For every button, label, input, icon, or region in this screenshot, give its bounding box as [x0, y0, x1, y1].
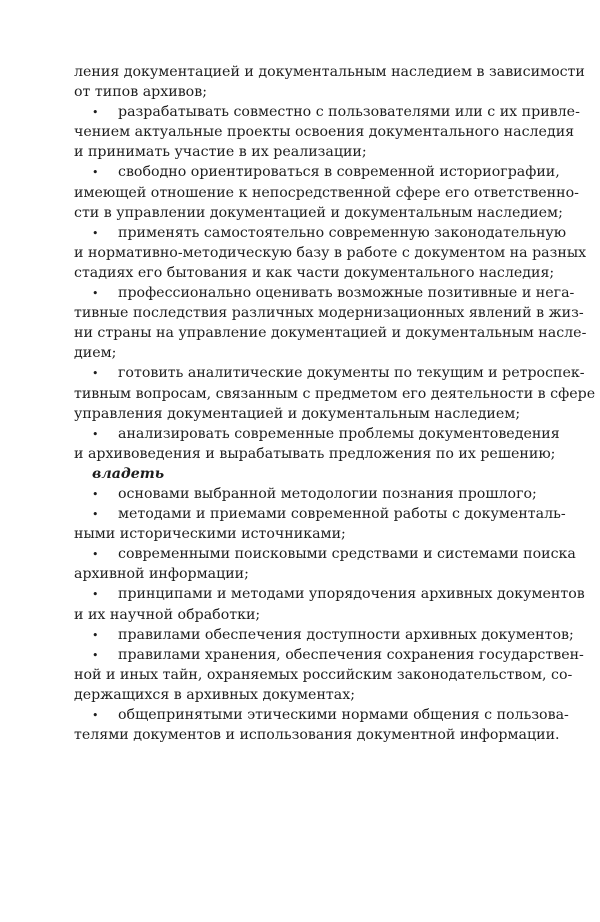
- text-line: ления документацией и документальным наследием в зависимости: [74, 64, 585, 80]
- text-line: общепринятыми этическими нормами общения с пользова-: [118, 707, 569, 723]
- document-page: [74, 62, 596, 745]
- bullet-line: [74, 223, 567, 243]
- list-item: [74, 544, 576, 584]
- list-item: [74, 504, 566, 544]
- text-line: архивной информации;: [74, 566, 249, 583]
- text-line: современными поисковыми средствами и системами поиска: [118, 546, 576, 563]
- text-line: правилами хранения, обеспечения сохранения государствен-: [118, 646, 584, 663]
- bullet-icon: •: [92, 287, 99, 301]
- list-item: [74, 625, 574, 645]
- text-line: основами выбранной методологии познания прошлого;: [118, 485, 537, 502]
- text-line: и принимать участие в их реализации;: [74, 144, 367, 161]
- list-item: [74, 424, 560, 464]
- text-line: готовить аналитические документы по текущим и ретроспек-: [118, 365, 585, 382]
- text-line: стадиях его бытования и как части документального наследия;: [74, 264, 555, 281]
- text-line: анализировать современные проблемы документоведения: [118, 425, 560, 442]
- text-line: правилами обеспечения доступности архивных документов;: [118, 626, 574, 643]
- bullet-icon: •: [92, 648, 99, 662]
- bullet-line: [74, 484, 537, 504]
- bullet-line: [74, 584, 585, 604]
- list-item: [74, 363, 596, 423]
- text-line: свободно ориентироваться в современной историографии,: [118, 164, 560, 181]
- text-line: разрабатывать совместно с пользователями или с их привле-: [118, 104, 580, 121]
- text-line: имеющей отношение к непосредственной сфере его ответственно-: [74, 184, 579, 201]
- text-line: тивные последствия различных модернизационных явлений в жиз-: [74, 305, 584, 322]
- bullet-icon: •: [92, 427, 99, 441]
- list-item: [74, 484, 537, 504]
- bullet-icon: •: [92, 166, 99, 180]
- bullet-icon: •: [92, 628, 99, 642]
- list-item: [74, 705, 569, 745]
- section-heading-vladet: владеть: [92, 465, 165, 482]
- bullet-icon: •: [92, 548, 99, 562]
- list-item: [74, 162, 579, 222]
- text-line: и их научной обработки;: [74, 606, 261, 623]
- text-line: методами и приемами современной работы с документаль-: [118, 506, 566, 523]
- bullet-line: [74, 544, 576, 564]
- bullet-icon: •: [92, 588, 99, 602]
- text-line: применять самостоятельно современную законодательную: [118, 224, 567, 241]
- bullet-icon: •: [92, 508, 99, 522]
- bullet-icon: •: [92, 226, 99, 240]
- intro-paragraph: [74, 62, 585, 102]
- bullet-line: [74, 705, 569, 725]
- bullet-line: [74, 645, 584, 665]
- text-line: профессионально оценивать возможные позитивные и нега-: [118, 285, 575, 302]
- bullet-line: [74, 162, 560, 182]
- skills-list-possess: [74, 484, 585, 745]
- text-line: тивным вопросам, связанным с предметом его деятельности в сфере: [74, 385, 596, 402]
- bullet-line: [74, 283, 575, 303]
- list-item: [74, 223, 587, 283]
- text-line: ни страны на управление документацией и документальным насле-: [74, 325, 587, 342]
- text-line: от типов архивов;: [74, 84, 207, 101]
- text-line: чением актуальные проекты освоения документального наследия: [74, 124, 575, 141]
- text-line: ными историческими источниками;: [74, 526, 346, 543]
- skills-list-can: [74, 102, 596, 464]
- list-item: [74, 283, 587, 363]
- bullet-icon: •: [92, 367, 99, 381]
- text-line: принципами и методами упорядочения архивных документов: [118, 586, 585, 603]
- list-item: [74, 102, 580, 162]
- text-line: и нормативно-методическую базу в работе с документом на разных: [74, 244, 587, 261]
- list-item: [74, 645, 584, 705]
- bullet-line: [74, 625, 574, 645]
- bullet-line: [74, 363, 585, 383]
- bullet-icon: •: [92, 709, 99, 722]
- text-line: управления документацией и документальным наследием;: [74, 405, 521, 422]
- text-line: и архивоведения и вырабатывать предложения по их решению;: [74, 445, 556, 462]
- text-line: сти в управлении документацией и документальным наследием;: [74, 204, 563, 221]
- bullet-icon: •: [92, 106, 99, 120]
- list-item: [74, 584, 585, 624]
- bullet-line: [74, 424, 560, 444]
- bullet-line: [74, 504, 566, 524]
- bullet-icon: •: [92, 487, 99, 501]
- text-line: телями документов и использования документной информации.: [74, 727, 560, 744]
- bullet-line: [74, 102, 580, 122]
- text-line: дием;: [74, 345, 117, 362]
- text-line: ной и иных тайн, охраняемых российским законодательством, со-: [74, 666, 573, 683]
- text-line: держащихся в архивных документах;: [74, 686, 355, 703]
